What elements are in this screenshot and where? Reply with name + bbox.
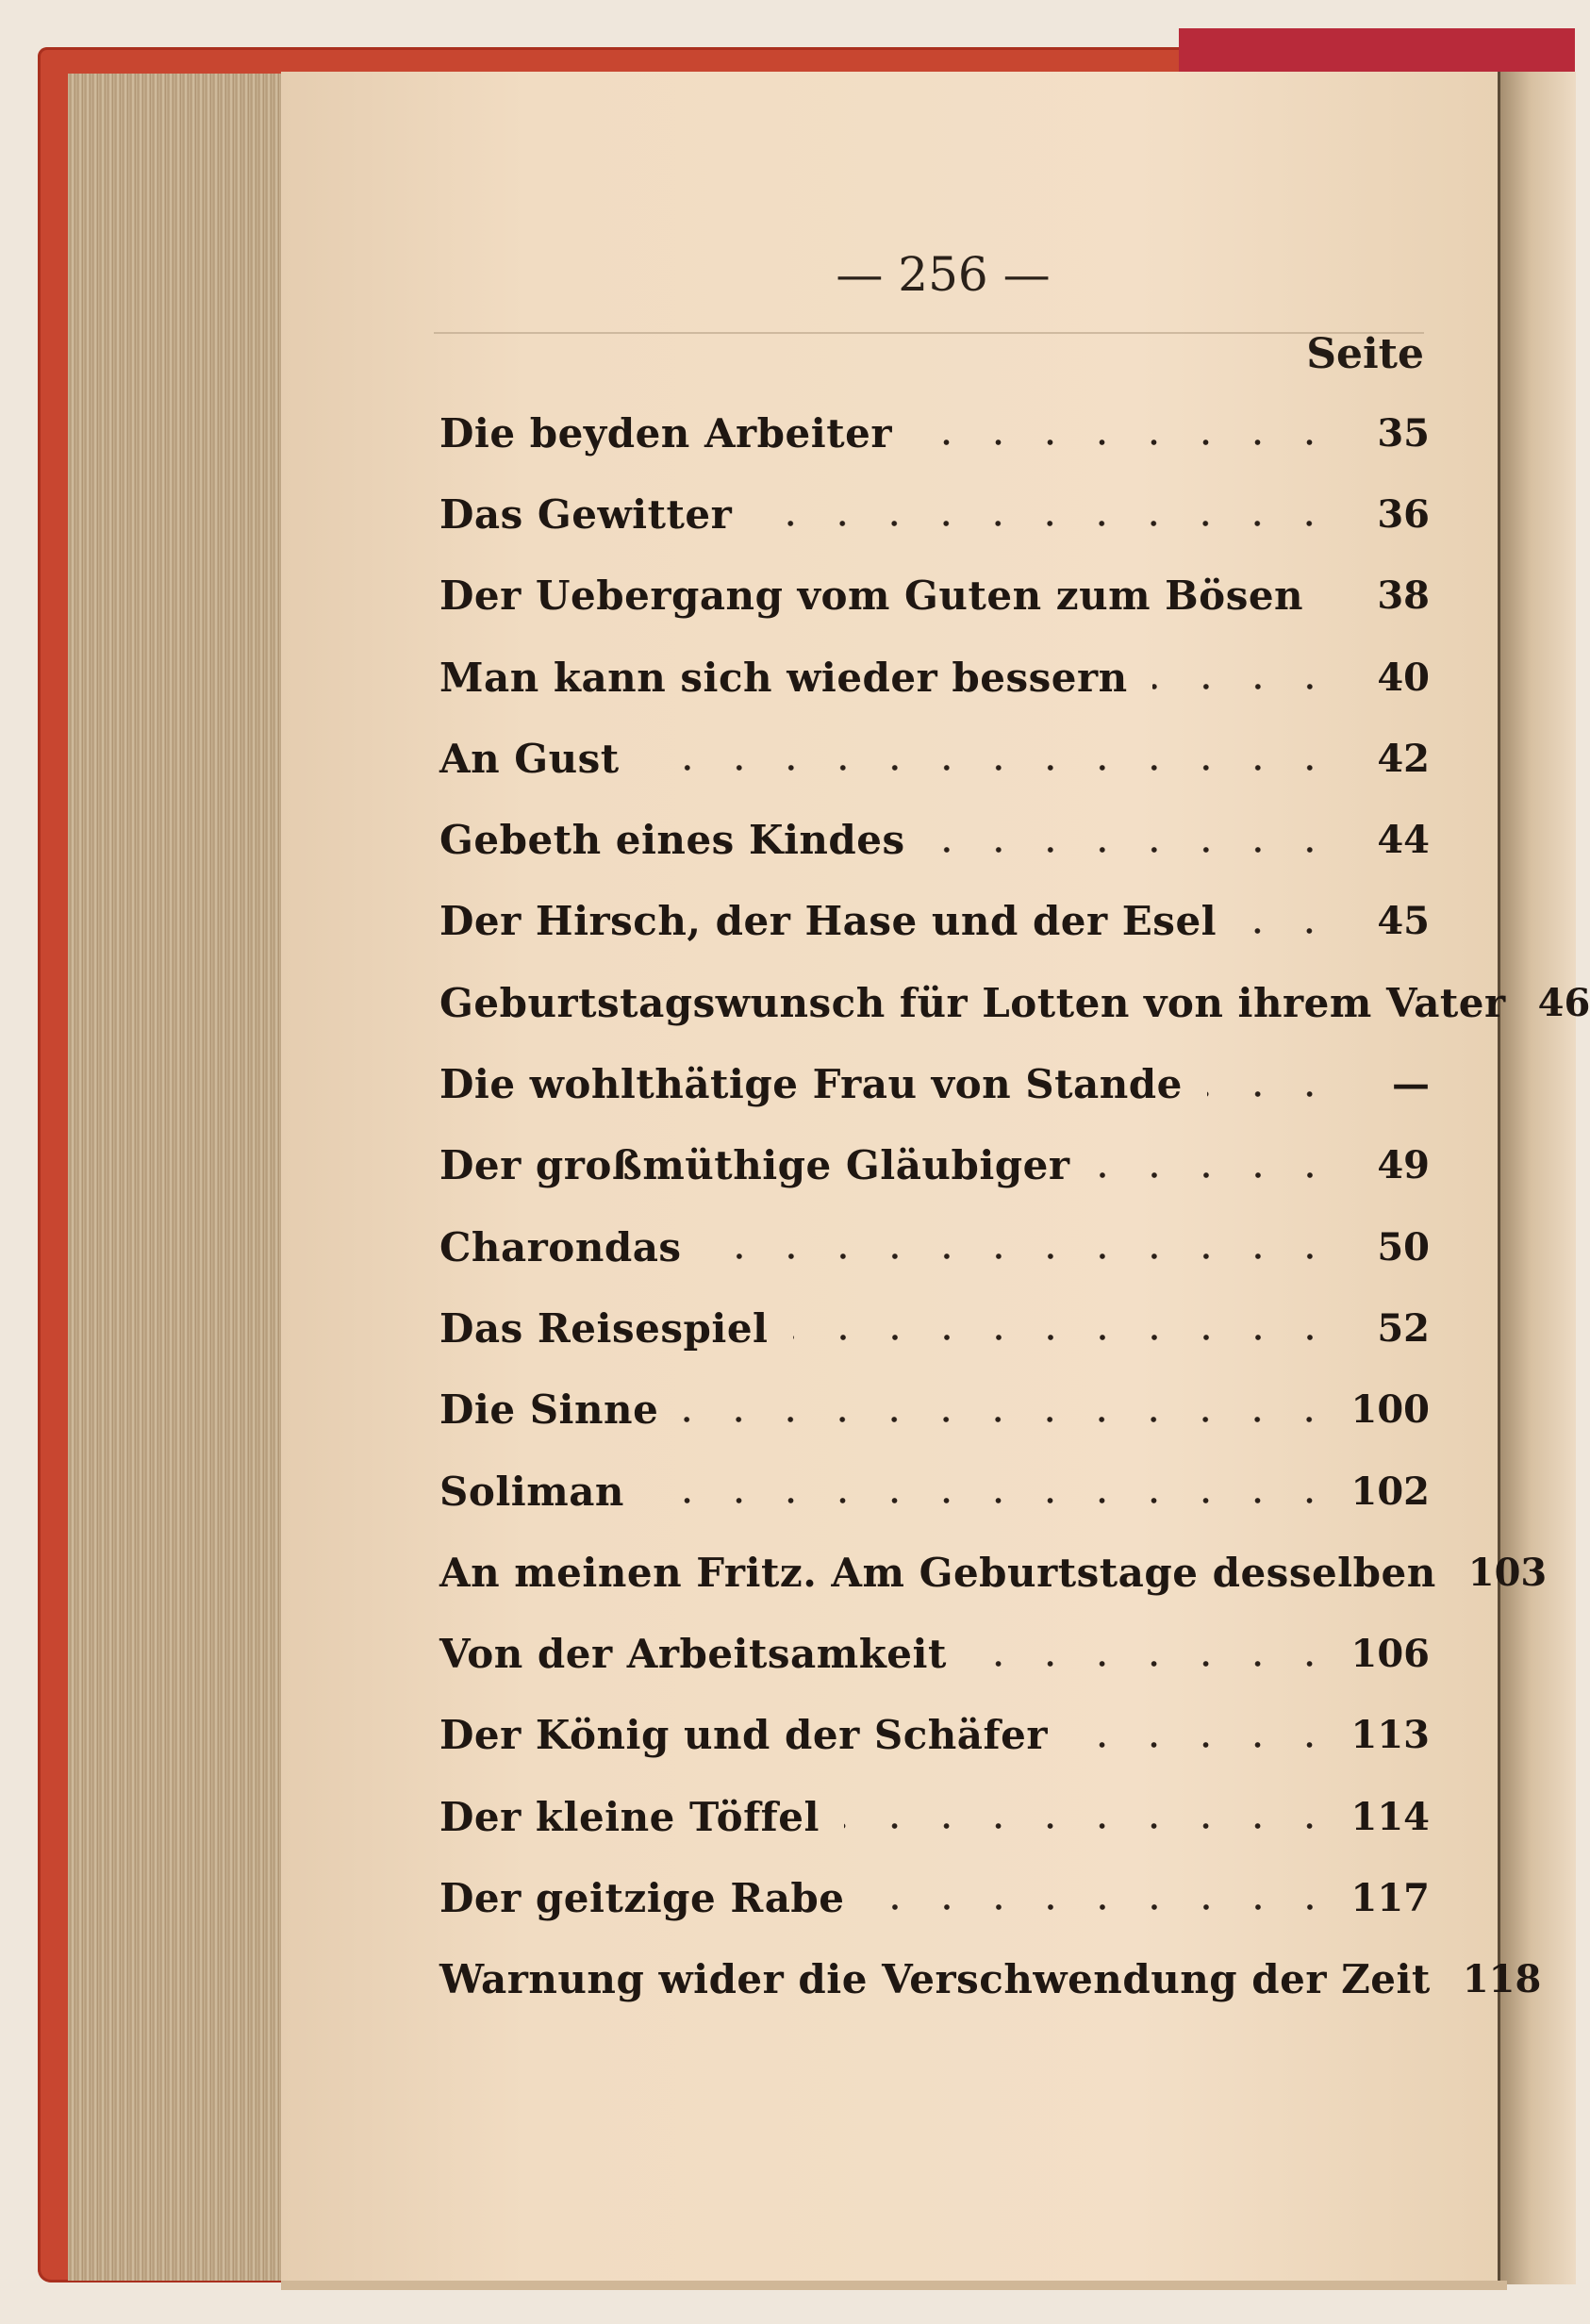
toc-entry-title: Der Hirsch, der Hase und der Esel xyxy=(439,898,1217,945)
dot-leader xyxy=(917,438,1335,447)
toc-entry-title: Soliman xyxy=(439,1468,624,1515)
toc-entry-title: Das Reisespiel xyxy=(439,1304,769,1352)
toc-entry-page: 114 xyxy=(1350,1794,1430,1839)
toc-entry-page: — xyxy=(1392,1062,1430,1107)
dot-leader xyxy=(930,845,1335,855)
toc-entry-page: 50 xyxy=(1377,1224,1430,1270)
toc-entry-page: 103 xyxy=(1467,1550,1548,1595)
toc-entry xyxy=(439,1370,1430,1451)
toc-entry xyxy=(439,1776,1430,1857)
toc-entry xyxy=(439,556,1430,637)
toc-entry xyxy=(439,392,1430,473)
dot-leader xyxy=(683,1415,1335,1424)
dot-leader xyxy=(971,1659,1335,1668)
dot-leader xyxy=(1241,926,1335,936)
toc-entry-title: Der König und der Schäfer xyxy=(439,1712,1048,1759)
toc-entry-title: Der kleine Töffel xyxy=(439,1793,820,1840)
dot-leader xyxy=(1095,1170,1335,1180)
toc-entry xyxy=(439,799,1430,880)
cover-spine-band xyxy=(1179,28,1575,75)
dot-leader xyxy=(1152,682,1335,691)
toc-entry-title: Der großmüthige Gläubiger xyxy=(439,1142,1070,1189)
toc-entry-title: Der geitzige Rabe xyxy=(439,1874,845,1921)
toc-entry xyxy=(439,1043,1430,1124)
toc-entry-page: 49 xyxy=(1377,1143,1430,1188)
toc-entry-title: Die beyden Arbeiter xyxy=(439,409,892,456)
toc-entry xyxy=(439,1125,1430,1206)
toc-entry-title: Der Uebergang vom Guten zum Bösen xyxy=(439,573,1304,620)
dot-leader xyxy=(706,1252,1335,1261)
toc-entry-title: Die wohlthätige Frau von Stande xyxy=(439,1061,1183,1108)
dot-leader xyxy=(870,1902,1335,1912)
toc-entry xyxy=(439,1206,1430,1287)
toc-entry-title: An Gust xyxy=(439,735,620,782)
toc-entry-title: Von der Arbeitsamkeit xyxy=(439,1631,947,1678)
toc-entry-page: 44 xyxy=(1377,818,1430,863)
toc-entry-title: Geburtstagswunsch für Lotten von ihrem Vater xyxy=(439,979,1506,1026)
toc-entry-title: Man kann sich wieder bessern xyxy=(439,654,1128,701)
page-bottom-edge xyxy=(281,2281,1507,2290)
toc-entry-title: An meinen Fritz. Am Geburtstage desselben xyxy=(439,1549,1436,1596)
toc-entry-title: Warnung wider die Verschwendung der Zeit xyxy=(439,1956,1431,2003)
toc-entry-page: 40 xyxy=(1377,655,1430,700)
toc-entry xyxy=(439,1857,1430,1938)
toc-entry-page: 100 xyxy=(1350,1387,1430,1433)
page-number: — 256 — xyxy=(836,247,1051,302)
dot-leader xyxy=(756,519,1335,528)
toc-entry-title: Gebeth eines Kindes xyxy=(439,817,905,864)
table-of-contents xyxy=(439,392,1590,2020)
toc-entry-page: 113 xyxy=(1350,1713,1430,1758)
dot-leader xyxy=(1328,601,1335,610)
toc-entry-title: Charondas xyxy=(439,1223,682,1270)
toc-entry-page: 117 xyxy=(1350,1875,1430,1920)
dot-leader xyxy=(844,1821,1335,1831)
toc-entry-page: 102 xyxy=(1350,1469,1430,1514)
toc-entry xyxy=(439,1451,1430,1532)
toc-entry-page: 118 xyxy=(1462,1957,1542,2002)
toc-entry-page: 106 xyxy=(1350,1632,1430,1677)
toc-entry-title: Die Sinne xyxy=(439,1386,659,1434)
dot-leader xyxy=(644,763,1335,772)
toc-entry-page: 38 xyxy=(1377,573,1430,619)
toc-entry xyxy=(439,473,1430,555)
column-header-seite: Seite xyxy=(1306,330,1424,378)
dot-leader xyxy=(1072,1740,1335,1750)
toc-entry-page: 46 xyxy=(1537,980,1590,1025)
toc-entry xyxy=(439,881,1430,962)
toc-entry-page: 45 xyxy=(1377,899,1430,944)
toc-entry-page: 52 xyxy=(1377,1305,1430,1351)
toc-entry xyxy=(439,1695,1430,1776)
toc-entry xyxy=(439,637,1430,718)
toc-entry-page: 36 xyxy=(1377,491,1430,537)
toc-entry xyxy=(439,962,1590,1043)
toc-entry-page: 35 xyxy=(1377,410,1430,456)
toc-entry xyxy=(439,1287,1430,1369)
dot-leader xyxy=(649,1496,1335,1505)
dot-leader xyxy=(793,1333,1336,1342)
toc-entry xyxy=(439,1532,1548,1613)
toc-entry-page: 42 xyxy=(1377,736,1430,781)
toc-entry-title: Das Gewitter xyxy=(439,490,733,538)
dot-leader xyxy=(1207,1089,1335,1099)
toc-entry xyxy=(439,1613,1430,1694)
toc-entry xyxy=(439,1939,1542,2020)
toc-entry xyxy=(439,718,1430,799)
page-gutter xyxy=(1498,72,1576,2284)
page-edges xyxy=(68,74,287,2281)
